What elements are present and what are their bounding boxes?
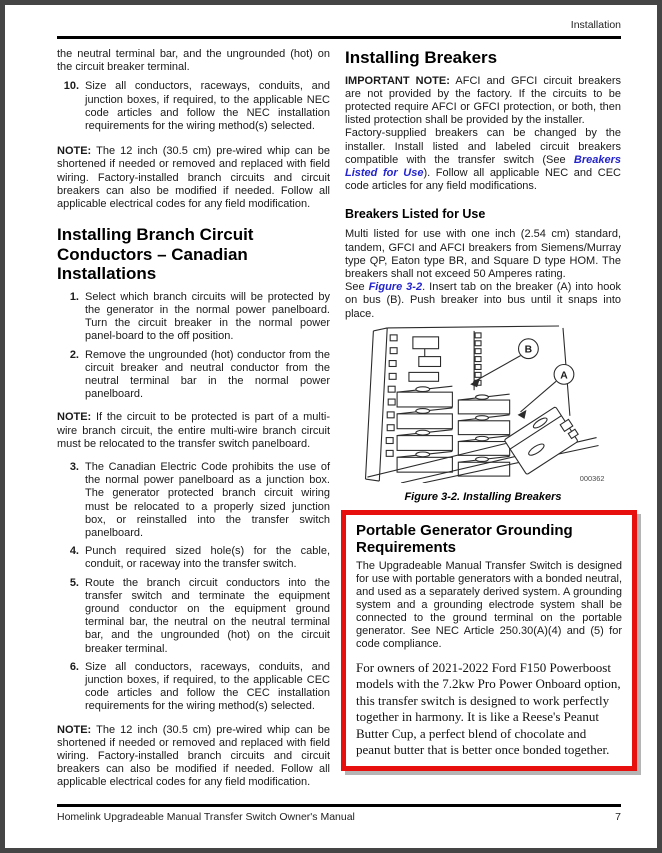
see-figure-paragraph: [345, 281, 621, 321]
figure-3-2-link[interactable]: Figure 3-2: [368, 281, 423, 294]
list-number: 4.: [69, 545, 79, 558]
list-item-text: Punch required sized hole(s) for the cable, conduit, or raceway into the transfer switch.: [85, 545, 330, 571]
breakers-listed-link[interactable]: Breakers Listed for Use: [345, 153, 621, 179]
list-item-5: [57, 577, 330, 656]
list-item-text: Size all conductors, raceways, conduits, and junction boxes, if required, to the applicable CEC code articles and follow the CEC installation requirements for the wiring method(s) selected.: [85, 660, 330, 713]
list-item-3: [57, 461, 330, 540]
list-number: 10.: [63, 80, 79, 93]
running-header: [57, 19, 621, 39]
paragraph-text: . Insert tab on the breaker (A) into hook on bus (B). Push breaker into bus until it snaps into place.: [345, 281, 621, 320]
list-number: 6.: [69, 660, 79, 673]
important-note-label: IMPORTANT NOTE:: [345, 74, 450, 87]
list-number: 2.: [69, 348, 79, 361]
paragraph-text: See: [345, 281, 369, 294]
note-text: If the circuit to be protected is part of a multi-wire branch circuit, the entire multi-wire branch circuit must be relocated to the transfer switch panelboard.: [57, 411, 330, 450]
note-block: [57, 411, 330, 451]
list-item-text: Remove the ungrounded (hot) conductor from the circuit breaker and neutral conductor from the neutral terminal bar in the normal power panelboard.: [85, 348, 330, 401]
section-heading-installing-breakers: Installing Breakers: [345, 48, 498, 67]
grounding-heading: Portable Generator Grounding Requirements: [356, 521, 573, 556]
factory-supplied-paragraph: [345, 127, 621, 193]
callout-a: [518, 364, 574, 418]
callout-a-label: A: [560, 370, 568, 382]
important-note-block: [345, 75, 621, 128]
grounding-requirements-highlight-box: [341, 510, 637, 771]
cabinet-left-wall: [365, 328, 387, 481]
list-number: 1.: [69, 290, 79, 303]
running-footer: [57, 804, 621, 823]
paragraph-text: Factory-supplied breakers can be changed by the installer. Install listed and labeled circuit breakers compatible with the transfer switch (See: [345, 127, 621, 166]
note-block: [57, 724, 330, 790]
note-label: NOTE:: [57, 723, 92, 736]
grounding-body-paragraph: The Upgradeable Manual Transfer Switch is designed for use with portable generators with a bonded neutral, and used as a separately derived system. A grounding system and a grounding electrode system shall be connected to the ground terminal on the portable generator. See NEC Article 250.30(A)(4) and (5) for code compliance.: [356, 559, 622, 650]
figure-caption: Figure 3-2. Installing Breakers: [404, 490, 562, 503]
mounting-rail-left: [386, 335, 397, 456]
list-item-text: The Canadian Electric Code prohibits the use of the normal power panelboard as a junction box. The generator protected branch circuit wiring must be relocated to a properly sized junction box, or reinstalled into the transfer switch panelboard.: [85, 460, 330, 539]
multi-listed-paragraph: Multi listed for use with one inch (2.54 cm) standard, tandem, GFCI and AFCI breakers from Siemens/Murray type QP, Eaton type BR, and Square D type HOM. The breakers shall not exceed 50 Amperes rating.: [345, 228, 621, 280]
list-item-4: [57, 545, 330, 571]
important-note-text: AFCI and GFCI circuit breakers are not provided by the factory. If the circuits to be protected require AFCI or GFCI protection, or both, then listed protection shall be provided by the installer.: [345, 74, 621, 127]
footer-page-number: 7: [615, 811, 621, 823]
left-column: [57, 48, 330, 790]
note-label: NOTE:: [57, 411, 92, 424]
list-number: 5.: [69, 576, 79, 589]
list-item-6: [57, 661, 330, 714]
breaker-stack-left: [397, 386, 452, 472]
right-column: [345, 48, 621, 790]
list-item-1: [57, 291, 330, 344]
breaker-panel-illustration: [359, 325, 607, 483]
item9-continuation: the neutral terminal bar, and the ungrounded (hot) on the circuit breaker terminal.: [57, 48, 330, 74]
list-item-text: Route the branch circuit conductors into the transfer switch and terminate the equipment ground conductor on the equipment ground terminal bar, the neutral on the neutral terminal bar, and the ungrounded (hot) on the circuit breaker terminal.: [85, 576, 330, 655]
section-heading-branch-circuit: Installing Branch Circuit Conductors – Canadian Installations: [57, 225, 254, 284]
list-item-2: [57, 349, 330, 402]
note-label: NOTE:: [57, 145, 92, 158]
note-text: The 12 inch (30.5 cm) pre-wired whip can be shortened if needed or removed and replaced with field wiring. Factory-installed branch circuits and circuit breakers can also be modified if needed. Follow all applicable electrical codes for any field modification.: [57, 723, 330, 789]
inserted-serif-paragraph: For owners of 2021-2022 Ford F150 Powerboost models with the 7.2kw Pro Power Onboard option, this transfer switch is designed to work perfectly together in harmony. It is like a Reese's Peanut Butter Cup, a perfect blend of chocolate and peanut butter that is better once bonded together.: [356, 659, 621, 758]
note-block: [57, 145, 330, 211]
header-section-label: Installation: [570, 19, 621, 31]
list-item-text: Size all conductors, raceways, conduits, and junction boxes, if required, to the applicable NEC code articles and follow the NEC installation requirements for the wiring method(s) selected.: [85, 80, 330, 133]
page-columns: [57, 48, 621, 790]
figure-3-2: [345, 325, 621, 503]
note-text: The 12 inch (30.5 cm) pre-wired whip can be shortened if needed or removed and replaced with field wiring. Factory-installed branch circuits and circuit breakers can also be modified if needed. Follow all applicable electrical codes for any field modification.: [57, 145, 330, 211]
paragraph-text: ). Follow all applicable NEC and CEC code articles for any field modifications.: [345, 166, 621, 193]
list-number: 3.: [69, 460, 79, 473]
list-item-text: Select which branch circuits will be protected by the generator in the normal power panelboard. Turn the circuit breaker in the normal power panel-board to the off position.: [85, 290, 330, 343]
list-item-10: [57, 80, 330, 133]
footer-manual-title: Homelink Upgradeable Manual Transfer Switch Owner's Manual: [57, 811, 355, 823]
panel-components: [409, 337, 441, 381]
figure-part-code: 000362: [579, 473, 605, 483]
subheading-breakers-listed: Breakers Listed for Use: [345, 207, 486, 222]
callout-b-label: B: [524, 344, 533, 356]
